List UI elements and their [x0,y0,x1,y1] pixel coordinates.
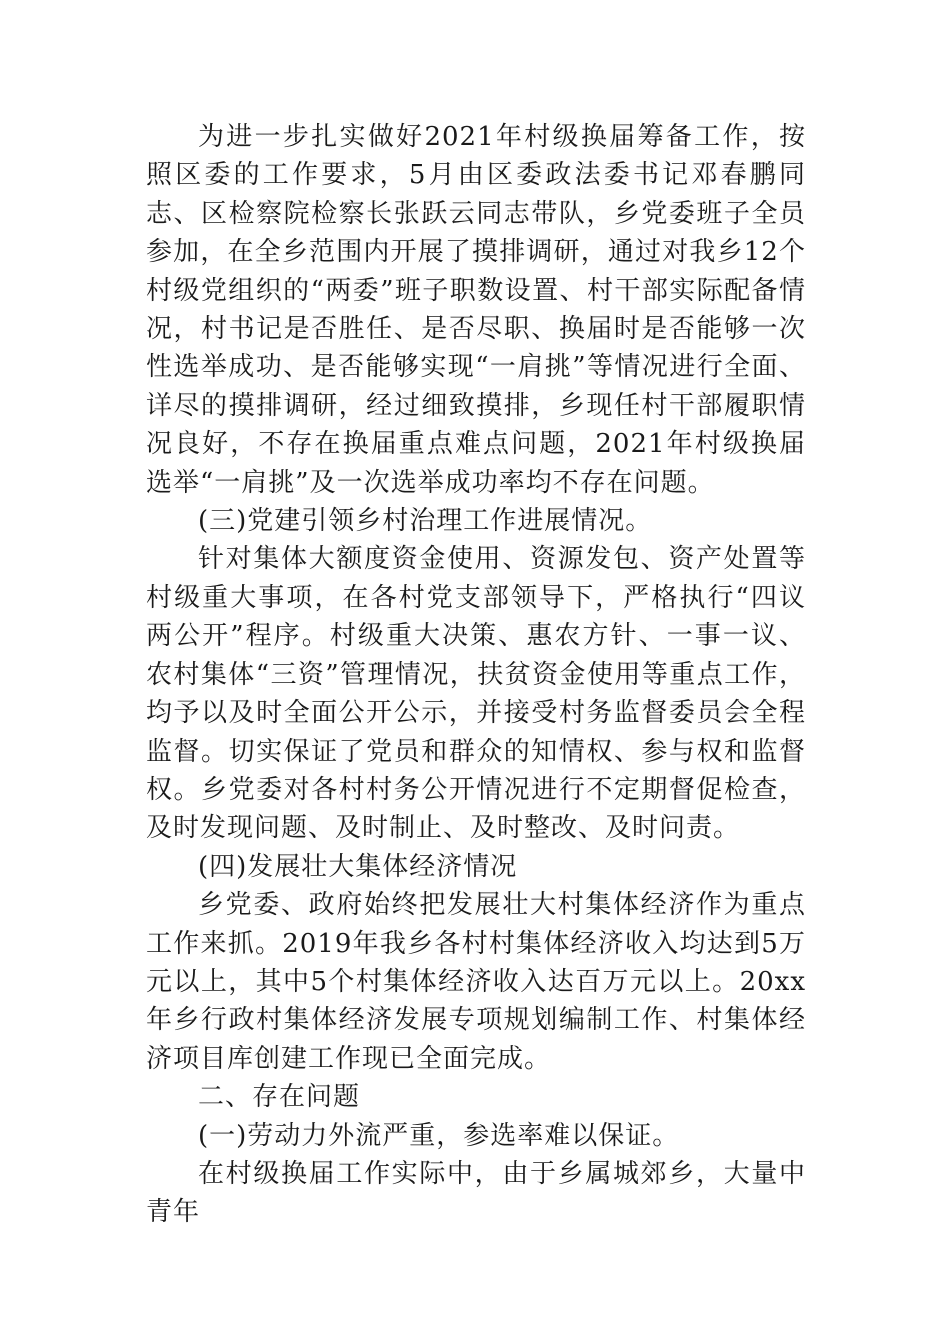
paragraph-collective-economy: 乡党委、政府始终把发展壮大村集体经济作为重点工作来抓。2019年我乡各村村集体经济收入均达到5万元以上，其中5个村集体经济收入达百万元以上。20xx年乡行政村集体经济发展专项规划编制工作、村集体经济项目库创建工作现已全面完成。 [146,890,806,1074]
paragraph-election-prep: 为进一步扎实做好2021年村级换届筹备工作，按照区委的工作要求，5月由区委政法委书记邓春鹏同志、区检察院检察长张跃云同志带队，乡党委班子全员参加，在全乡范围内开展了摸排调研，通过对我乡12个村级党组织的“两委”班子职数设置、村干部实际配备情况，村书记是否胜任、是否尽职、换届时是否能够一次性选举成功、是否能够实现“一肩挑”等情况进行全面、详尽的摸排调研，经过细致摸排，乡现任村干部履职情况良好，不存在换届重点难点问题，2021年村级换届选举“一肩挑”及一次选举成功率均不存在问题。 [146,122,806,498]
heading-collective-economy: (四)发展壮大集体经济情况 [198,851,518,882]
heading-party-governance: (三)党建引领乡村治理工作进展情况。 [198,506,653,537]
paragraph-labor-outflow: 在村级换届工作实际中，由于乡属城郊乡，大量中青年 [146,1158,806,1228]
heading-existing-problems: 二、存在问题 [198,1082,361,1113]
paragraph-village-affairs: 针对集体大额度资金使用、资源发包、资产处置等村级重大事项，在各村党支部领导下，严格执行“四议两公开”程序。村级重大决策、惠农方针、一事一议、农村集体“三资”管理情况，扶贫资金使用等重点工作，均予以及时全面公开公示，并接受村务监督委员会全程监督。切实保证了党员和群众的知情权、参与权和监督权。乡党委对各村村务公开情况进行不定期督促检查，及时发现问题、及时制止、及时整改、及时问责。 [146,544,806,844]
heading-labor-outflow: (一)劳动力外流严重，参选率难以保证。 [198,1120,680,1151]
document-page [146,118,806,1232]
